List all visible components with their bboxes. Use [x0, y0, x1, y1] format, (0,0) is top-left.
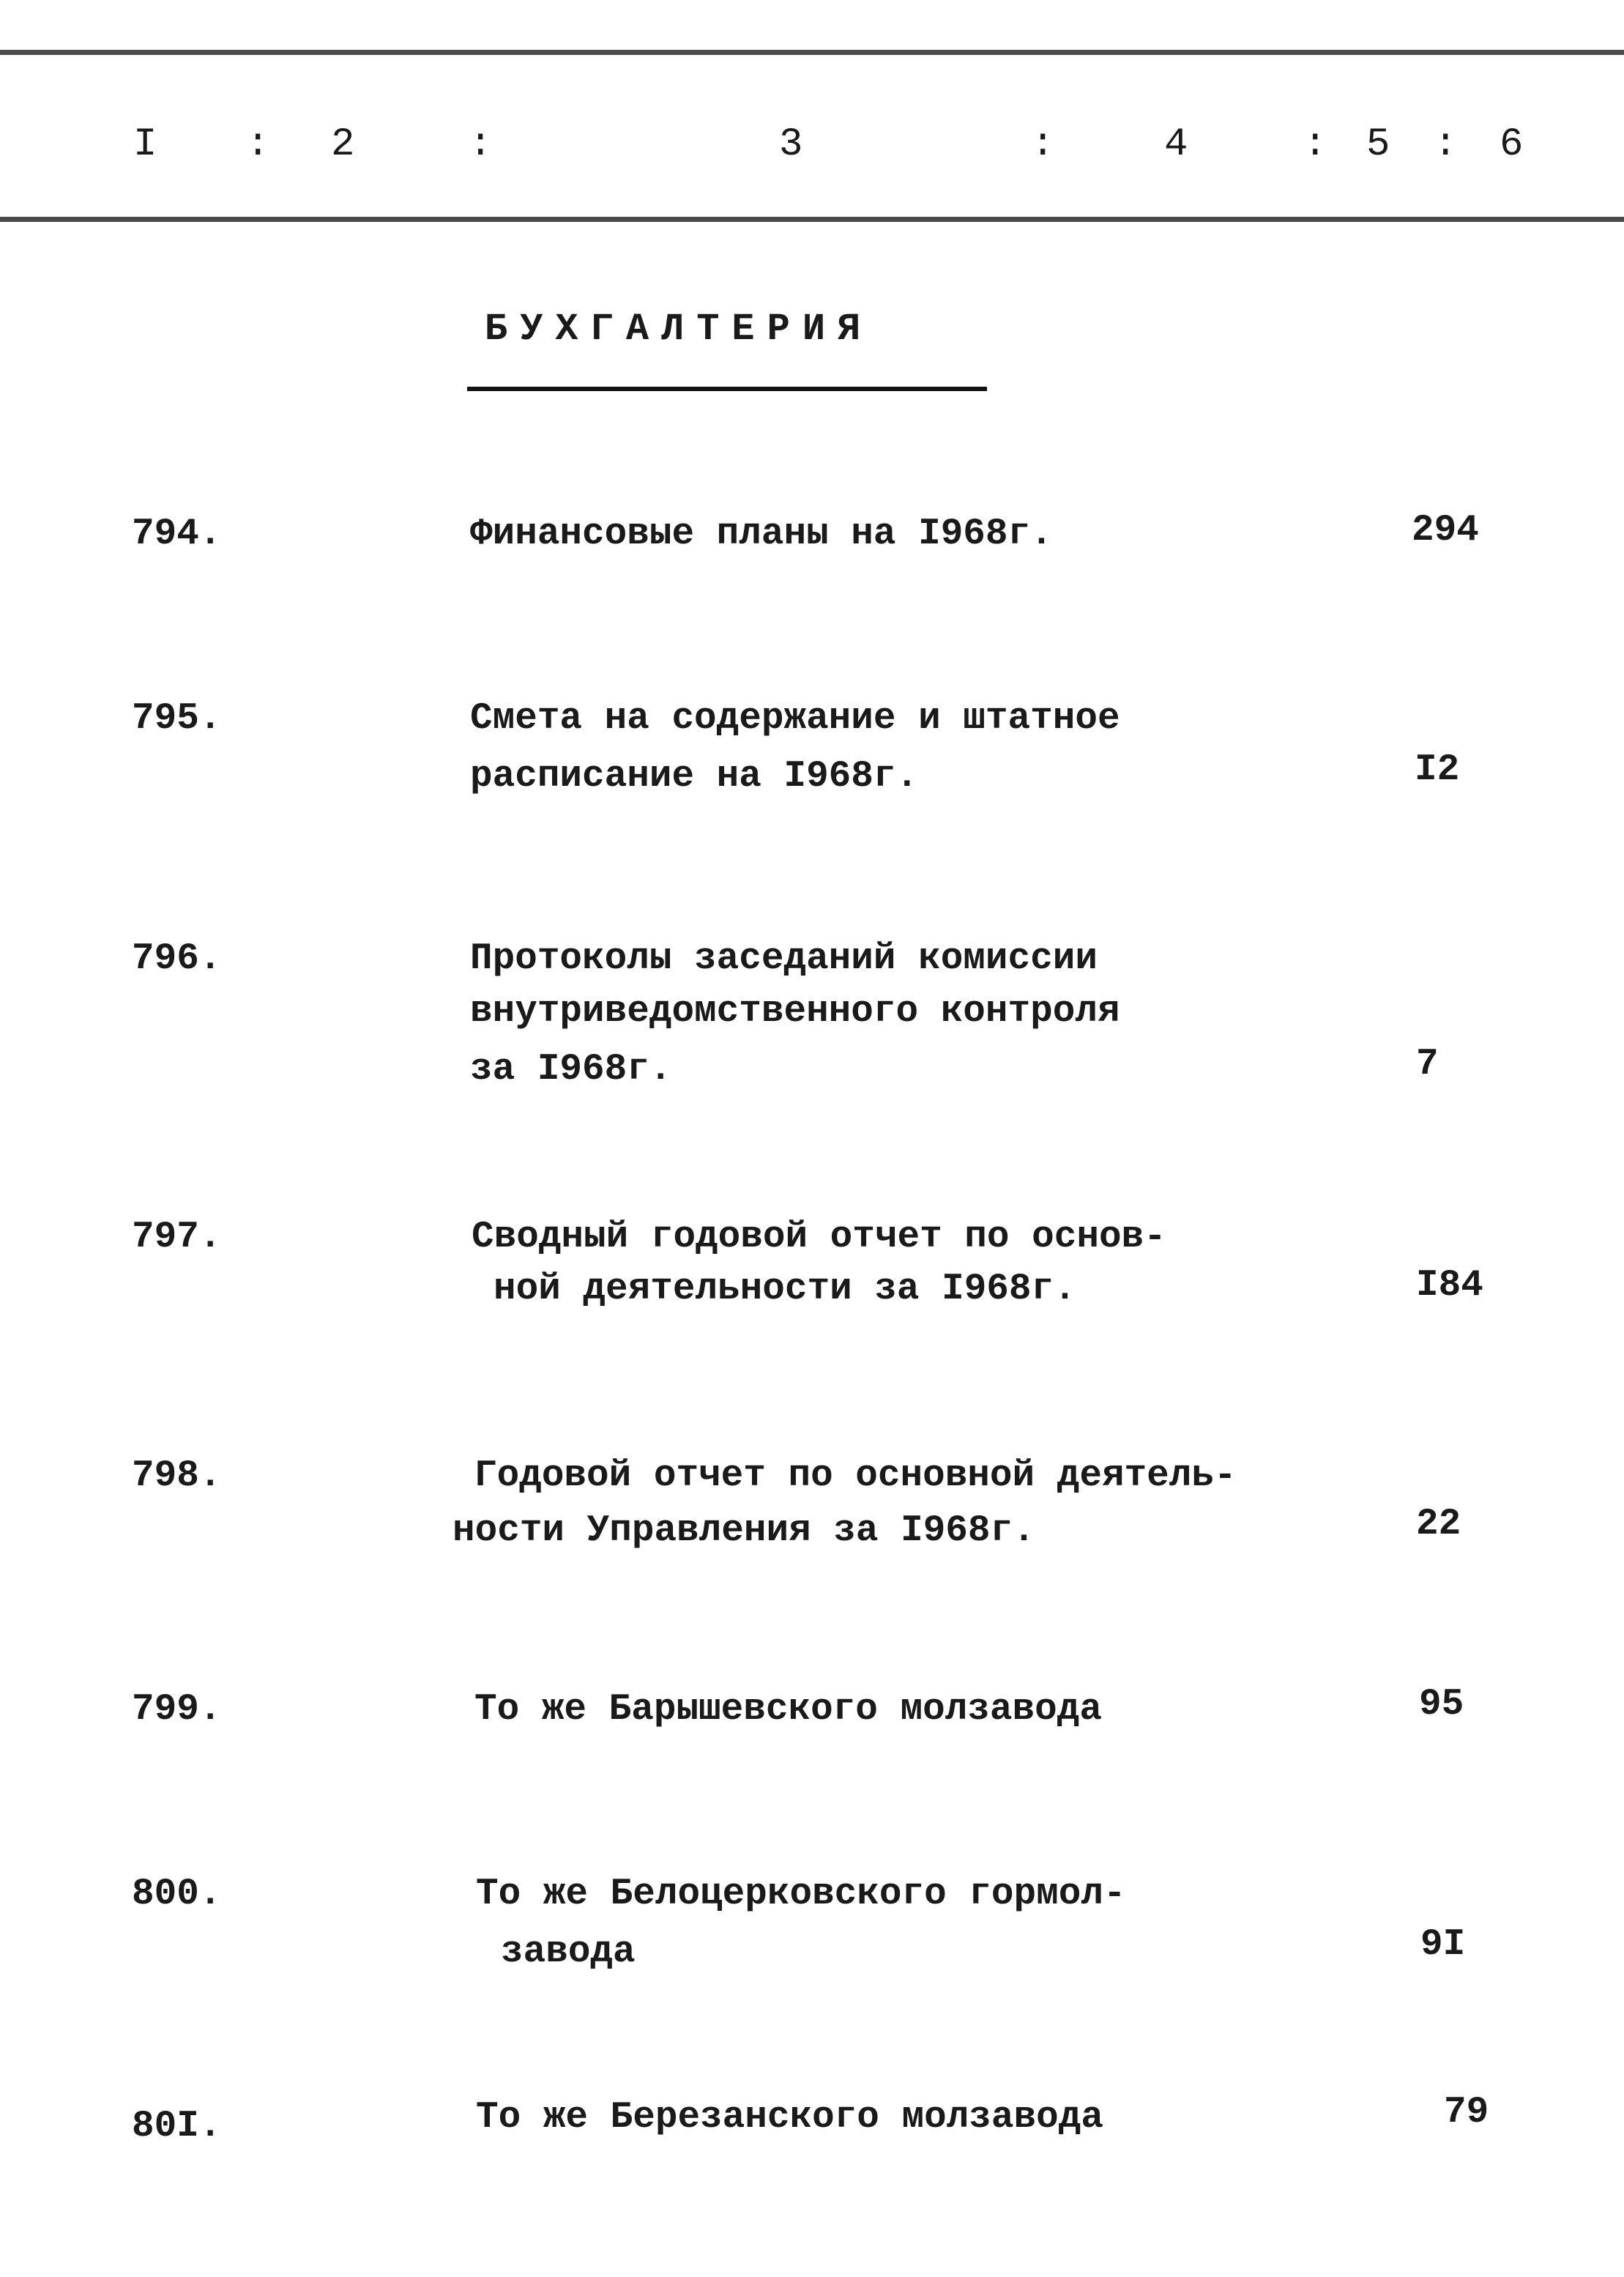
entry-title-line: То же Барышевского молзавода [474, 1689, 1102, 1731]
entry-title-line: Годовой отчет по основной деятель- [474, 1455, 1237, 1497]
entry-title-line: завода [501, 1931, 636, 1973]
entry-sheet-count: I84 [1416, 1265, 1483, 1307]
entry-sheet-count: 79 [1444, 2092, 1489, 2133]
entry-title-line: ной деятельности за I968г. [493, 1268, 1076, 1310]
entry-title-line: То же Белоцерковского гормол- [476, 1873, 1126, 1915]
header-bottom-rule [0, 217, 1624, 222]
entry-title-line: Финансовые планы на I968г. [470, 513, 1053, 555]
column-3-label: 3 [779, 122, 803, 167]
entry-number: 794. [132, 513, 222, 555]
column-separator: : [469, 122, 493, 167]
entry-number: 795. [132, 698, 222, 740]
entry-title-line: Смета на содержание и штатное [470, 698, 1120, 740]
entry-sheet-count: 22 [1416, 1504, 1461, 1545]
entry-sheet-count: 95 [1419, 1684, 1464, 1726]
column-2-label: 2 [331, 122, 355, 167]
section-title-underline [467, 387, 987, 391]
column-6-label: 6 [1500, 122, 1524, 167]
section-title: БУХГАЛТЕРИЯ [485, 308, 874, 351]
column-separator: : [1031, 122, 1055, 167]
column-separator: : [1303, 122, 1327, 167]
entry-number: 798. [132, 1455, 222, 1497]
entry-title-line: расписание на I968г. [470, 756, 919, 798]
entry-sheet-count: 7 [1416, 1044, 1439, 1085]
column-5-label: 5 [1366, 122, 1390, 167]
entry-number: 799. [132, 1689, 222, 1731]
entry-title-line: То же Березанского молзавода [476, 2097, 1103, 2139]
entry-number: 800. [132, 1873, 222, 1915]
entry-sheet-count: 294 [1412, 510, 1479, 551]
entry-number: 797. [132, 1216, 222, 1258]
entry-title-line: за I968г. [470, 1049, 672, 1091]
top-rule [0, 50, 1624, 55]
entry-title-line: внутриведомственного контроля [470, 991, 1120, 1033]
entry-sheet-count: 9I [1420, 1924, 1466, 1966]
column-4-label: 4 [1164, 122, 1188, 167]
entry-title-line: ности Управления за I968г. [452, 1510, 1035, 1552]
column-separator: : [1434, 122, 1458, 167]
column-separator: : [246, 122, 270, 167]
column-1-label: I [133, 122, 157, 167]
entry-sheet-count: I2 [1415, 749, 1460, 791]
entry-number: 80I. [132, 2106, 222, 2147]
entry-number: 796. [132, 938, 222, 980]
entry-title-line: Сводный годовой отчет по основ- [472, 1216, 1166, 1258]
entry-title-line: Протоколы заседаний комиссии [470, 938, 1098, 980]
